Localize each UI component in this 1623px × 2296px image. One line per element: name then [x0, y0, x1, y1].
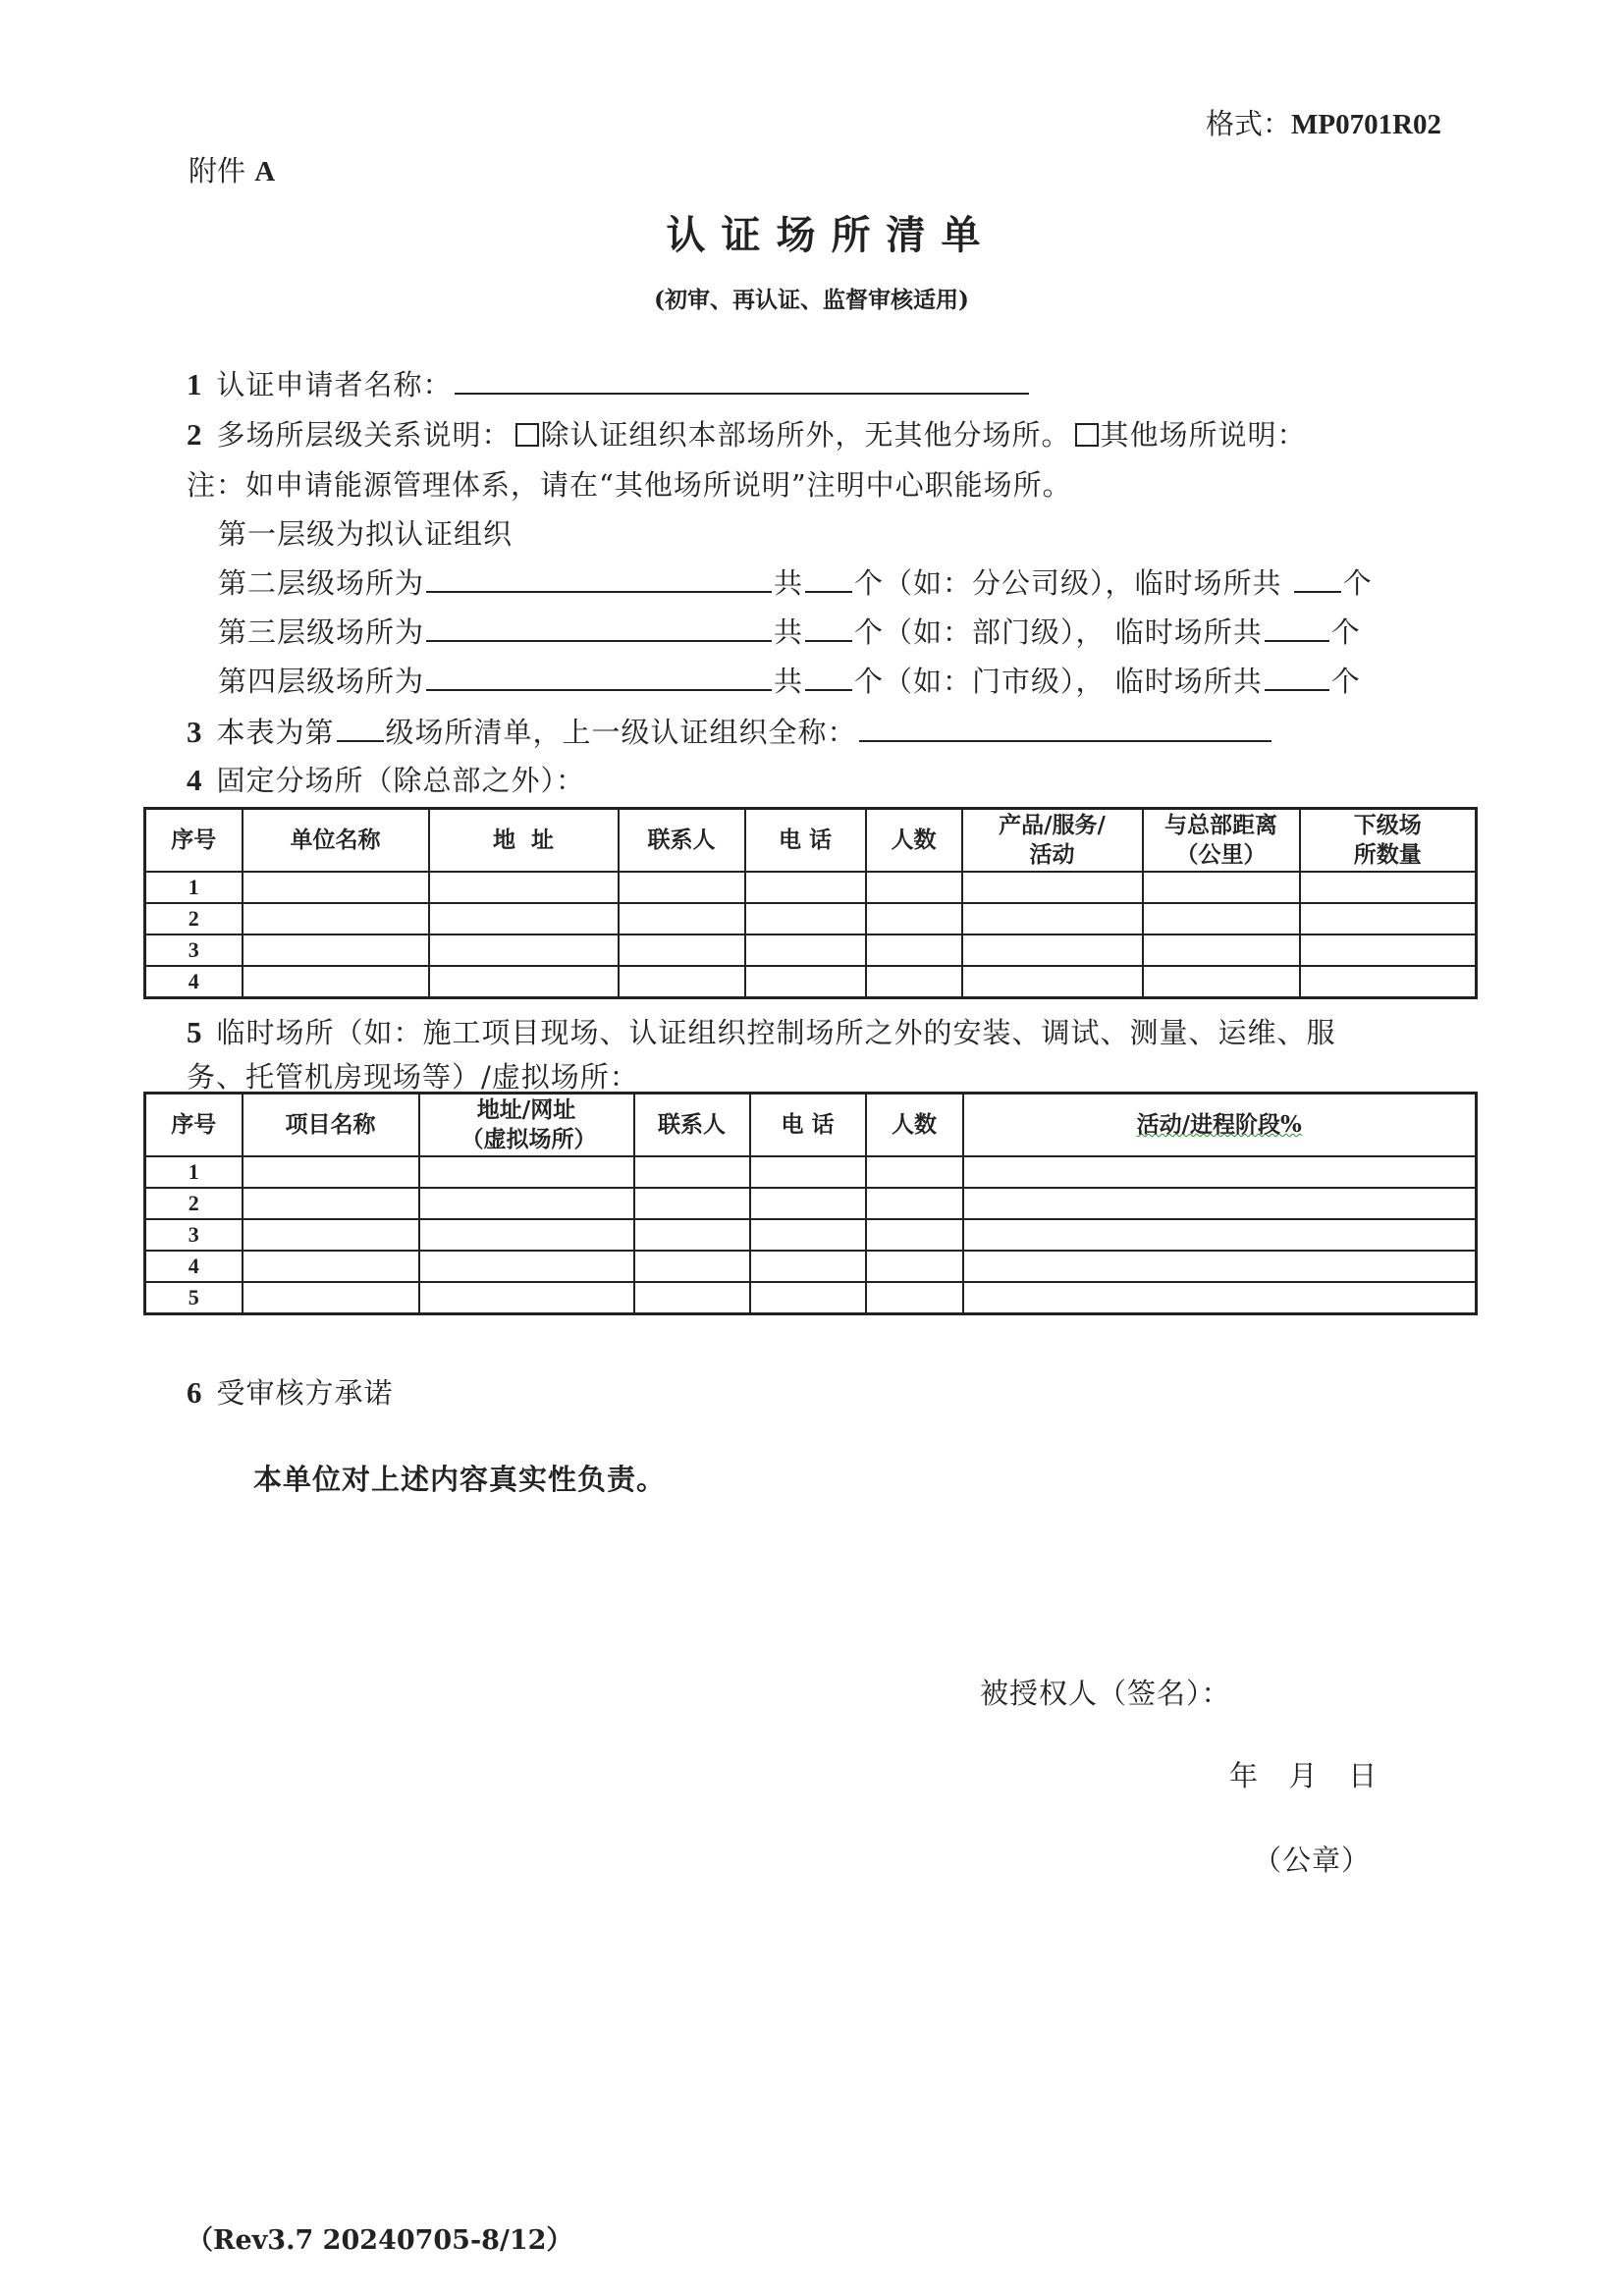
table-cell[interactable]: [634, 1219, 750, 1251]
table-cell[interactable]: [750, 1188, 866, 1219]
table-cell[interactable]: [1143, 872, 1300, 903]
table-cell[interactable]: [243, 1251, 419, 1282]
col-header: 联系人: [634, 1094, 750, 1157]
row-number: 2: [145, 903, 243, 934]
table-cell[interactable]: [963, 1251, 1477, 1282]
table-cell[interactable]: [750, 1251, 866, 1282]
level-1-text: 第一层级为拟认证组织: [218, 517, 514, 551]
table-cell[interactable]: [243, 1188, 419, 1219]
applicant-name-field[interactable]: [455, 365, 1029, 395]
row-number: 4: [145, 1251, 243, 1282]
table-cell[interactable]: [745, 903, 866, 934]
table-cell[interactable]: [419, 1251, 634, 1282]
col-header: 活动/进程阶段%: [963, 1094, 1477, 1157]
table-cell[interactable]: [963, 1156, 1477, 1188]
table-cell[interactable]: [1143, 903, 1300, 934]
section-5-label-cont: 务、托管机房现场等）/虚拟场所：: [187, 1060, 639, 1094]
table-cell[interactable]: [866, 1156, 963, 1188]
col-header: 序号: [145, 809, 243, 873]
table-cell[interactable]: [419, 1282, 634, 1314]
section-1: 1 认证申请者名称：: [187, 363, 1031, 403]
row-number: 5: [145, 1282, 243, 1314]
revision-footer: （Rev3.7 20240705-8/12）: [187, 2225, 573, 2256]
table-cell[interactable]: [1300, 934, 1477, 966]
table-cell[interactable]: [745, 934, 866, 966]
table-cell[interactable]: [419, 1219, 634, 1251]
table-cell[interactable]: [243, 934, 429, 966]
level-3-count-field[interactable]: [805, 613, 852, 642]
table-cell[interactable]: [243, 872, 429, 903]
table-cell[interactable]: [419, 1188, 634, 1219]
table-cell[interactable]: [745, 966, 866, 998]
section-2: 2 多场所层级关系说明： 除认证组织本部场所外，无其他分场所。 其他场所说明：: [187, 417, 1307, 452]
table-cell[interactable]: [866, 903, 962, 934]
level-2-row: 第二层级场所为 共 个（如：分公司级），临时场所共 个: [218, 561, 1373, 602]
table-cell[interactable]: [429, 934, 619, 966]
fixed-sites-table: [143, 807, 1478, 999]
level-4-count-field[interactable]: [805, 662, 852, 691]
row-number: 1: [145, 872, 243, 903]
table-cell[interactable]: [243, 966, 429, 998]
table-cell[interactable]: [634, 1251, 750, 1282]
row-number: 4: [145, 966, 243, 998]
table-cell[interactable]: [866, 966, 962, 998]
commitment-statement: 本单位对上述内容真实性负责。: [253, 1463, 667, 1496]
table-cell[interactable]: [1300, 872, 1477, 903]
temporary-sites-table: [143, 1092, 1478, 1315]
table-row: [145, 872, 1477, 903]
section-3: 3 本表为第 级场所清单，上一级认证组织全称：: [187, 711, 1273, 751]
table-cell[interactable]: [634, 1156, 750, 1188]
level-2-sites-field[interactable]: [426, 563, 772, 593]
table-cell[interactable]: [429, 903, 619, 934]
table-cell[interactable]: [243, 1219, 419, 1251]
table-cell[interactable]: [634, 1188, 750, 1219]
table-cell[interactable]: [243, 1156, 419, 1188]
table-row: [145, 966, 1477, 998]
table-cell[interactable]: [745, 872, 866, 903]
table-cell[interactable]: [866, 1219, 963, 1251]
row-number: 3: [145, 934, 243, 966]
table-cell[interactable]: [243, 1282, 419, 1314]
table-row: [145, 1156, 1477, 1188]
table-row: [145, 1251, 1477, 1282]
col-header: 电 话: [745, 809, 866, 873]
table-cell[interactable]: [1143, 966, 1300, 998]
col-header: 人数: [866, 1094, 963, 1157]
attachment-label: 附件 A: [189, 154, 276, 187]
col-header: 项目名称: [243, 1094, 419, 1157]
table-cell[interactable]: [619, 872, 745, 903]
table-header-row: [145, 1094, 1477, 1157]
table-cell[interactable]: [866, 1282, 963, 1314]
table-cell[interactable]: [750, 1282, 866, 1314]
table-cell[interactable]: [962, 903, 1143, 934]
table-cell[interactable]: [866, 1188, 963, 1219]
table-cell[interactable]: [866, 872, 962, 903]
section-4-label: 4 固定分场所（除总部之外）：: [187, 763, 586, 797]
other-sites-checkbox[interactable]: [1075, 423, 1099, 447]
table-cell[interactable]: [1300, 966, 1477, 998]
col-header: 单位名称: [243, 809, 429, 873]
signer-label: 被授权人（签名）：: [980, 1677, 1231, 1710]
table-cell[interactable]: [866, 1251, 963, 1282]
table-cell[interactable]: [243, 903, 429, 934]
table-cell[interactable]: [619, 966, 745, 998]
energy-note: 注：如申请能源管理体系，请在“其他场所说明”注明中心职能场所。: [187, 468, 1072, 502]
col-header: 地 址: [429, 809, 619, 873]
no-other-sites-checkbox[interactable]: [515, 423, 539, 447]
page-title: 认证场所清单: [666, 212, 997, 258]
col-header: 下级场所数量: [1300, 809, 1477, 873]
level-3-temp-count-field[interactable]: [1265, 613, 1329, 642]
level-4-temp-count-field[interactable]: [1265, 662, 1329, 691]
seal-label: （公章）: [1253, 1843, 1372, 1877]
col-header: 地址/网址（虚拟场所）: [419, 1094, 634, 1157]
table-cell[interactable]: [619, 934, 745, 966]
table-cell[interactable]: [750, 1219, 866, 1251]
table-cell[interactable]: [750, 1156, 866, 1188]
level-3-sites-field[interactable]: [426, 613, 772, 642]
section-6-label: 6 受审核方承诺: [187, 1375, 394, 1410]
date-label: 年 月 日: [1229, 1759, 1379, 1792]
section-5-label: 5 临时场所（如：施工项目现场、认证组织控制场所之外的安装、调试、测量、运维、服: [187, 1015, 1336, 1049]
table-cell[interactable]: [429, 872, 619, 903]
level-3-row: 第三层级场所为 共 个（如：部门级）， 临时场所共 个: [218, 611, 1361, 651]
level-2-temp-count-field[interactable]: [1294, 563, 1341, 593]
col-header: 序号: [145, 1094, 243, 1157]
col-header: 产品/服务/活动: [962, 809, 1143, 873]
level-2-count-field[interactable]: [805, 563, 852, 593]
table-cell[interactable]: [419, 1156, 634, 1188]
table-cell[interactable]: [619, 903, 745, 934]
table-cell[interactable]: [962, 872, 1143, 903]
table-cell[interactable]: [963, 1188, 1477, 1219]
table-cell[interactable]: [962, 934, 1143, 966]
col-header: 人数: [866, 809, 962, 873]
table-row: [145, 934, 1477, 966]
table-cell[interactable]: [963, 1282, 1477, 1314]
parent-org-name-field[interactable]: [859, 713, 1271, 742]
col-header: 联系人: [619, 809, 745, 873]
table-row: [145, 1282, 1477, 1314]
row-number: 2: [145, 1188, 243, 1219]
table-row: [145, 1219, 1477, 1251]
level-4-sites-field[interactable]: [426, 662, 772, 691]
page-subtitle: (初审、再认证、监督审核适用): [654, 287, 969, 313]
table-cell[interactable]: [1300, 903, 1477, 934]
table-header-row: [145, 809, 1477, 873]
col-header: 与总部距离（公里）: [1143, 809, 1300, 873]
format-code: 格式：MP0701R02: [1206, 107, 1442, 140]
level-number-field[interactable]: [337, 713, 384, 742]
table-row: [145, 903, 1477, 934]
table-cell[interactable]: [866, 934, 962, 966]
col-header: 电 话: [750, 1094, 866, 1157]
table-cell[interactable]: [962, 966, 1143, 998]
table-cell[interactable]: [634, 1282, 750, 1314]
level-4-row: 第四层级场所为 共 个（如：门市级）， 临时场所共 个: [218, 660, 1361, 700]
table-row: [145, 1188, 1477, 1219]
row-number: 1: [145, 1156, 243, 1188]
row-number: 3: [145, 1219, 243, 1251]
table-cell[interactable]: [963, 1219, 1477, 1251]
table-cell[interactable]: [429, 966, 619, 998]
table-cell[interactable]: [1143, 934, 1300, 966]
